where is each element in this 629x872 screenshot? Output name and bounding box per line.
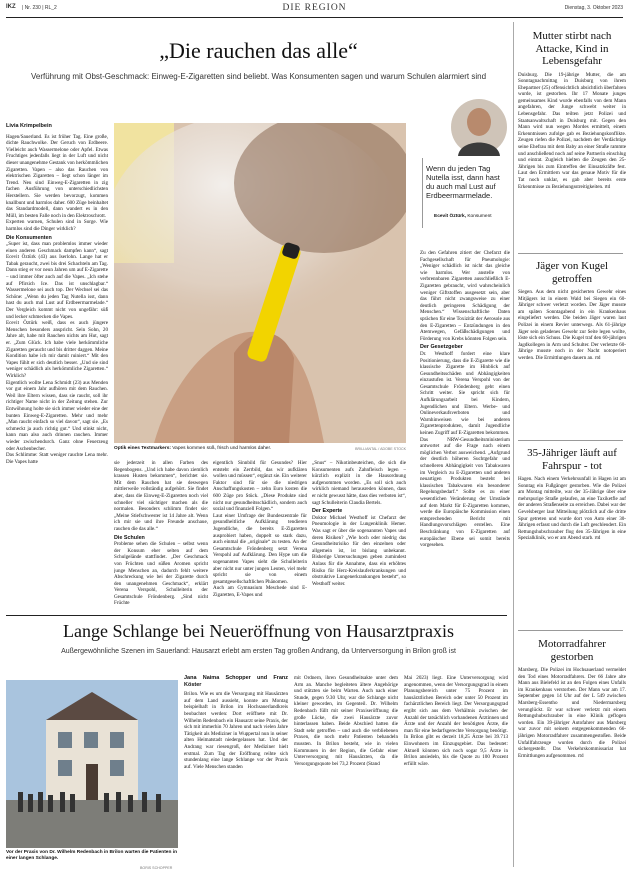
lead-paragraph: „Snus“ – Nikotinbeuteichen, die sich die Konsumenten aufs Zahnfleisch legen – kürzlich explizit in die Hausordnung aufgenommen worden. „Es soll sich auch wirklich niemand herausreden können, dass er nicht gewusst hätte, dass dies verboten ist“, sagt Schulleiterin Claudia Bertels. (312, 460, 406, 506)
section-rule (6, 615, 507, 616)
lead-paragraph: Doktor Michael Westhoff ist Chefarzt der Pneumologie in der Lungenklinik Hemer. Was sagt er über die sogenannten Vapes und deren Risiken? „Wie hoch oder niedrig das Gesundheitsrisiko für den einzelnen oder allgemein ist, ist bislang unbekannt. Bisherige Untersuchungen geben zumindest Anlass für die Annahme, dass ein erhöhtes Risiko für Herz-Kreislauferkrankungen und obstruktive Lungenerkrankungen besteht“, so Westhoff weiter. (312, 514, 406, 587)
subheading-legislator: Der Gesetzgeber (420, 344, 463, 351)
lead-column-1 (6, 123, 108, 603)
lead-headline: „Die rauchen das alle“ (159, 38, 358, 63)
sidebar-text: Siegen. Aus dem nicht gesicherten Gewehr eines Mitjägers ist in einem Wald bei Siegen ein 60-Jähriger schwer verletzt worden. Der Jäger musste am späten Sonntagabend in ein Krankenhaus eingeliefert werden. Die beiden Jäger waren laut Polizei in einem Revier unterwegs. Als 61-jährige Jäger sein geladenes Gewehr zur Seite legen wollte, löste sich ein Schuss. Die Kugel traf den 60-jährigen Jagdkollegen in Arm und Schulter. Der verletzte 60-Jährige musste noch in der Nacht notoperiert werden. Die Ermittlungen dauern an. rtd (518, 289, 626, 361)
sidebar-rule (518, 630, 623, 631)
lead-paragraph: Zu den Gefahren zitiert der Chefarzt die Fachgesellschaft für Pneumologie: „Weniger schädlich ist nicht das gleiche wie harmlos. Wer anstelle von verbrennbaren Zigaretten ausschließlich E-Zigaretten gebraucht, wird wahrscheinlich weniger Giftstoffen ausgesetzt sein, aber das führt nicht zwangsweise zu einer deutlich geringeren Schädigung der Menschen.“ Wissenschaftliche Daten sprächen für eine Toxizität der Aerosole aus den E-Zigaretten – Entzündungen in den Atemwegen, Gefäßschädigungen und Förderung von Krebs könnten Folgen sein. (420, 250, 510, 342)
sidebar-story-4 (518, 638, 626, 862)
portrait-photo (450, 98, 508, 156)
sidebar-rule (518, 253, 623, 254)
lead-paragraph: Eigentlich wollte Lena Schmidt (23) aus Menden vor gut einem Jahr aufhören mit dem Rauchen. Weil ihre Eltern wissen, dass sie raucht, soll ihr richtiger Name nicht in der Zeitung stehen. Zur Entwöhnung holte sie sich immer wieder eine der bunten Einweg-E-Zigaretten. Mehr und mehr „Man raucht einfach so viel davon“, sagt sie. „Es schmeckt ja auch richtig gut.“ Und stinkt nicht, kann man also auch drinnen rauchen. Immer wieder zwischendurch. Ganz ohne Feuerzeug oder Aschenbecher. (6, 379, 108, 452)
practice-photo-credit: BORIS SCHOPPER (140, 866, 173, 870)
header-rule (6, 17, 623, 18)
second-paragraph: mit Ordnern, ihren Gesundheitsakte unter dem Arm an. Manche begleiteten ältere Angehörige und stützten sie beim Warten. Auch nach einer Stunde, gegen 9.30 Uhr, war die Schlange nicht kleiner geworden, im Gegenteil. Dr. Wilhelm Redenbach füllt mit seiner Praxiseröffnung die große Lücke, die zwei Hausärzte zuvor hinterlassen haben. Beide Abschied hatten die Stadt sehr getroffen – und auch die verbliebenen Praxen, die noch mehr Patienten behandeln mussten. In Brilon besteht, wie in vielen Kommunen in der Region, die Gefahr einer Unterversorgung mit Hausärzten, da die Versorgungsquote bei 73,2 Prozent (Stand (294, 675, 398, 767)
issue-meta: | Nr. 230 | RL_2 (22, 5, 57, 11)
lead-paragraph: Ecevit Öztürk weiß, dass es auch jüngere Menschen besonders anspricht. Sein Sohn, 20 Jahre alt, habe mit Rauchen nichts am Hut, sagt er. „Zum Glück. Ich habe viele herkömmliche Zigaretten geraucht und bis dritter daggen. Meine Kondition habe ich mir damit ruiniert.“ Mit den Vapes fühlt er sich deutlich besser. „Und sie sind weniger schädlich als herkömmliche Zigaretten.“ Wirklich? (6, 320, 108, 379)
caption-text: Vapes kommen süß, frisch und harmlos daher. (170, 446, 272, 451)
second-paragraph: Brilon. Wie es um die Versorgung mit Hausärzten auf dem Land aussieht, konnte am Montag beispielhaft in Brilon im Hochsauerlandkreis beobachtet werden: Dort eröffnete mit Dr. Wilhelm Redenbach ein Hausarzt seine Praxis, der sich mit immerhin 70 Jahren und nach vielen Jahre Tätigkeit als Mediziner in Wuppertal nun in seiner alten Heimatstadt niedergelassen hat. Und der Andrang war riesengroß, der Mediziner hielt erstmal. Zum Tag der Eröffnung reihte sich stundenlang eine lange Schlange vor der Praxis auf. Viele Menschen standen (184, 691, 288, 770)
caption-lead: Optik eines Textmarkers: (114, 446, 171, 451)
lead-paragraph: Das NRW-Gesundheitsministerium antwortet auf die Frage nach einem möglichen Verbot ausweichend. „Aufgrund der deutlich höheren Suchtgefahr und schnelleren Abhängigkeit von Tabakwaren im Vergleich zu E-Zigaretten und anderen neuartigen Produkten besteht bei klassischen Tabakwaren ein besonderer Regelungsbedarf.“ Sollte es zu einer wesentlichen Veränderung der Umstände auf dem Markt für E-Zigaretten kommen, werde die Europäische Kommission einen entsprechenden Bericht mit Handlungsvorschlägen erstellen. Eine Beschränkung von E-Zigaretten auf europäischer Ebene sei somit bereits vorgesehen. (420, 436, 510, 549)
quote-text: Wenn du jeden Tag Nutella isst, dann hast du auch mal Lust auf Erdbeermarmelade. (426, 164, 500, 200)
second-column-1 (184, 675, 288, 867)
lead-column-2 (114, 460, 208, 605)
sidebar-separator (513, 22, 514, 867)
sidebar-story-2 (518, 260, 626, 419)
lead-paragraph: sie jederzeit in allen Farben des Regenbogens. „Und ich habe davon ziemlich krassen Husten bekommen“, berichtet sie. Mit dem Rauchen hat sie deswegen mittlerweile vollständig aufgehört. Sie findet aber, dass die Einweg-E-Zigaretten noch viel schneller viel süchtiger machen als die normalen. Besonders schlimm findet sie: „Meine Stiefschwester ist 14 Jahre alt. Wenn ich mir sie und ihre Freunde anschaue, rauchen die das alle.“ (114, 460, 208, 532)
second-column-3 (404, 675, 508, 867)
quote-rule (422, 158, 423, 228)
lead-paragraph: Probleme sehen die Schulen – selbst wenn der Konsum eher selten auf dem Schulgelände stattfindet. „Der Geschmack von Früchten und süßen Aromen spricht junge Menschen an, dadurch fehlt weitere Abschreckung wie bei der Zigarette durch den unangenehmen Geschmack“, erklärt Verena Verspohl, Schulleiterin der Gesamtschule Fröndenberg. „Sind nicht Früchte (114, 541, 208, 605)
lead-column-4 (312, 460, 406, 605)
lead-subhead: Verführung mit Obst-Geschmack: Einweg-E-Zigaretten sind beliebt. Was Konsumenten sagen und warum Schulen alarmiert sind (30, 72, 487, 81)
sidebar-story-1 (518, 30, 626, 247)
lead-author: Livia Krimpelbein (6, 123, 52, 129)
page-header (6, 3, 623, 15)
issue-date: Dienstag, 3. Oktober 2023 (564, 5, 623, 11)
second-headline: Lange Schlange bei Neueröffnung von Hausarztpraxis (62, 621, 455, 641)
practice-photo (6, 680, 178, 848)
quote-source (434, 214, 514, 219)
lead-paragraph: Auch am Gymnasium Meschede sind E-Zigaretten, E-Vapes und (213, 585, 307, 598)
section-title: DIE REGION (282, 3, 347, 13)
lead-column-3 (213, 460, 307, 605)
photo-caption (114, 446, 406, 452)
lead-column-5 (420, 250, 510, 605)
second-subhead: Außergewöhnliche Szenen im Sauerland: Hausarzt erlebt am ersten Tag großen Andrang, da Unterversorgung in Brilon groß ist (61, 648, 456, 655)
vape-photo-illustration (114, 123, 406, 443)
lead-paragraph: Das Schlimme: Statt weniger rauchte Lena mehr. Die Vapes hatte (6, 452, 108, 465)
sidebar-headline: Motorradfahrer gestorben (538, 638, 606, 663)
subheading-consumers: Die Konsumenten (6, 234, 52, 241)
lead-paragraph: Dr. Westhoff fordert eine klare Positionierung, dass die E-Zigarette wie die klassische Zigarette im Hinblick auf Gesundheitsschäden und Abhängigkeiten einzustufen ist. Verena Verspohl von der Gesamtschule Fröndenberg geht einen Schritt weiter. Sie spricht sich für Aufklärungsarbeit bei Kindern, Jugendlichen und Eltern. Werbe- und Onlineverkaufsverboten und Warnhinweisen wie bei anderen Zigarettenprodukten, damit Jugendliche keinen Zugriff auf E-Zigaretten bekommen. (420, 350, 510, 437)
sidebar-story-3 (518, 447, 626, 621)
sidebar-rule (518, 440, 623, 441)
lead-paragraph: Experten warnen, Schulen sind in Sorge. Wie harmlos sind die Dinger wirklich? (6, 219, 108, 232)
sidebar-headline: 35-Jähriger läuft auf Fahrspur - tot (527, 447, 617, 472)
sidebar-headline: Jäger von Kugel getroffen (535, 260, 609, 285)
subheading-schools: Die Schulen (114, 534, 145, 541)
second-column-2 (294, 675, 398, 867)
lead-paragraph: Laut einer Umfrage der Bundeszentrale für gesundheitliche Aufklärung tendieren Jugendliche, die bereits E-Zigaretten ausprobiert haben, doppelt so stark dazu, auch einmal die „originale“ zu testen. An der Gesamtschule Fröndenberg setzt Verena Verspohl auf Aufklärung. Den Hype um die sogenannten Vapes sieht die Schulleiterin aber nicht nur unter jungen Leuten, viel mehr spricht sie von einem gesamtgesellschaftlichen Phänomen. (213, 512, 307, 585)
sidebar-text: Duisburg. Die 19-jährige Mutter, die am Sonntagnachmittag in Duisburg von ihrem Ehepartner (25) offensichtlich absichtlich überfahren wurde, ist gestorben. Ihr 17 Monate junges gemeinsames Kind wurde ebenfalls von dem Mann angefahren, der Junge schwebt weiter in Lebensgefahr. Das teilten jetzt Polizei und Staatsanwaltschaft in Duisburg mit. Gegen den Mann wird nun wegen Mordes ermittelt, einem Erkenntnissen zufolge gab es Beziehungskonflikte. Zeugen riefen die Polizei, nachdem der Verdächtige seine Ehefrau mit dem Baby an einer Straße rammte und anschließend noch auf seine Partnerin einschlug und eintrat. Zugleich hielten die Zeugen den 25-Jährigen bis zum Eintreffen der Einsatzkräfte fest. Laut den Ermittlern war das genaue Motiv für die Tat noch unklar, es gab aber bereits erste Erkenntnisse zu Beziehungsstreitigkeiten. rtd (518, 71, 626, 190)
second-author: Jana Naima Schopper und Franz Köster (184, 675, 288, 688)
lead-paragraph: „Super ist, dass man problemlos immer wieder einen anderen Geschmack dampfen kann“, sagt Ecevit Öztürk (43) aus Iserlohn. Lange hat er Tabak geraucht, zwei bis drei Schachteln am Tag. Dann stieg er vor neun Jahren um auf E-Zigarette – und immer öfter auch auf die Vapes. „Ich stehe auf Pfirsich Ice. Das ist unschlagbar.“ Wassermelone sei auch top. Der Wechsel sei das Schöne: „Wenn du jeden Tag Nutella isst, dann hast du auch mal Lust auf Erdbeermarmelade.“ Der Vergleich kommt nicht von ungefähr: süß und lecker schmecken die Vapes. (6, 241, 108, 320)
quote-source-name: Ecevit Öztürk, (434, 214, 466, 219)
lead-paragraph: eigentlich Sinnbild für Gesundes? Hier entsteht ein Zerrbild, das wir aufklären wollen und müssen“, ergänzt sie. Ein weiterer Faktor sind für sie die niedrigen Anschaffungskosten – zehn Euro kosten die 600 Züge pro Stück. „Diese Produkte sind nicht nur gesundheitsschädlich, sondern auch sozial und finanziell Folgen.“ (213, 460, 307, 513)
practice-photo-caption: Vor der Praxis von Dr. Wilhelm Redenbach in Brilon warten die Patienten in einer langen Schlange. (6, 850, 177, 861)
newspaper-logo: IKZ (6, 4, 16, 10)
lead-paragraph: Hagen/Sauerland. Es ist früher Tag. Eine große, dichte Rauchwolke. Der Geruch von Erdbeere. Vielleicht auch Wassermelone oder Apfel. Etwas Fruchtiges jedenfalls liegt in der Luft und nicht dieser unangenehme Gestank von herkömmlichen Zigaretten. Vapen – also das Rauchen von elektrischen Zigaretten – liegt schon länger im Trend. Neu sind Einweg-E-Zigaretten in zig fachen Ausführung von unterschiedlichsten Herstellern. Sie werden bevorzugt, kommen knallbunt und harmlos daher. 600 Züge beinhaltet das Standardmodell, dann wandert es in den Müll, im besten Falle noch in den Elektroschrott. (6, 133, 108, 219)
quote-source-role: Konsument (466, 214, 492, 219)
second-paragraph: Mai 2023) liegt. Eine Unterversorgung wird angenommen, wenn der Versorgungsgrad in einem Planungsbereich unter 75 Prozent im hausärztlichen Bereich oder unter 50 Prozent im fachärztlichen Bereich liegt. Der Versorgungsgrad ergibt sich aus dem Verhältnis zwischen der Anzahl der tatsächlich vorhandenen Ärztinnen und Ärzte und der Anzahl der benötigten Ärzte, die man für eine bedarfsgerechte Versorgung benötigt. In Brilon gibt es derzeit 18,25 Ärzte bei 39.713 Einwohnern im Einzugsgebiet. Das bedeutet: Aktuell könnten sich noch sogar 9,5 Ärzte in Brilon ansiedeln, bis die Quote zu 100 Prozent erfüllt wäre. (404, 675, 508, 767)
sidebar-text: Hagen. Nach einem Verkehrsunfall in Hagen ist am Sonntag ein Fußgänger gestorben. Wie die Polizei am Montag mitteilte, war der 35-Jährige über eine mehrspurige Straße gelaufen, an eine Taxiketfle auf der anderen Straßenseite zu erreichen. Dabei war der Gevelsberger laut Mitteilung plötzlich auf die dritte Spur getreten und wurde dort von Auto einer 30-Jährigen erfasst und durch die Luft geschleudert. Ein Rettungshubschrauber flog den 35-Jährigen in eine Spezialklinik, wo er am Abend starb. rtd (518, 476, 626, 542)
sidebar-headline: Mutter stirbt nach Attacke, Kind in Lebensgefahr (532, 30, 612, 67)
practice-photo-illustration (6, 680, 178, 848)
vape-photo (114, 123, 406, 443)
sidebar-text: Marsberg. Die Polizei im Hochsauerland vermeldet den Tod eines Motorradfahrers. Der 66 Jahre alte Mann aus Bielefeld ist an den Folgen eines Unfalls im Krankenhaus verstorben. Der Mann war am 17. September gegen 14 Uhr auf der L 549 zwischen Marsberg-Essentho und Niedermarsberg verunglückt. Er war schwer verletzt mit einem Rettungshubschrauber in eine Klinik geflogen worden. Ein 39-jähriger Autofahrer aus Marsberg war zuvor mit seinem entgegenkommenden 66-jährigen Motorradfahrer zusammengestoßen. Beide Unfallfahrzeuge wurden durch die Polizei sichergestellt. Das Verkehrskommissariat hat Ermittlungen aufgenommen. rtd (518, 667, 626, 759)
quote-box (420, 98, 508, 248)
subheading-expert: Der Experte (312, 508, 343, 515)
photo-credit: BRILLIANTAL / ADOBE STOCK (355, 447, 406, 451)
